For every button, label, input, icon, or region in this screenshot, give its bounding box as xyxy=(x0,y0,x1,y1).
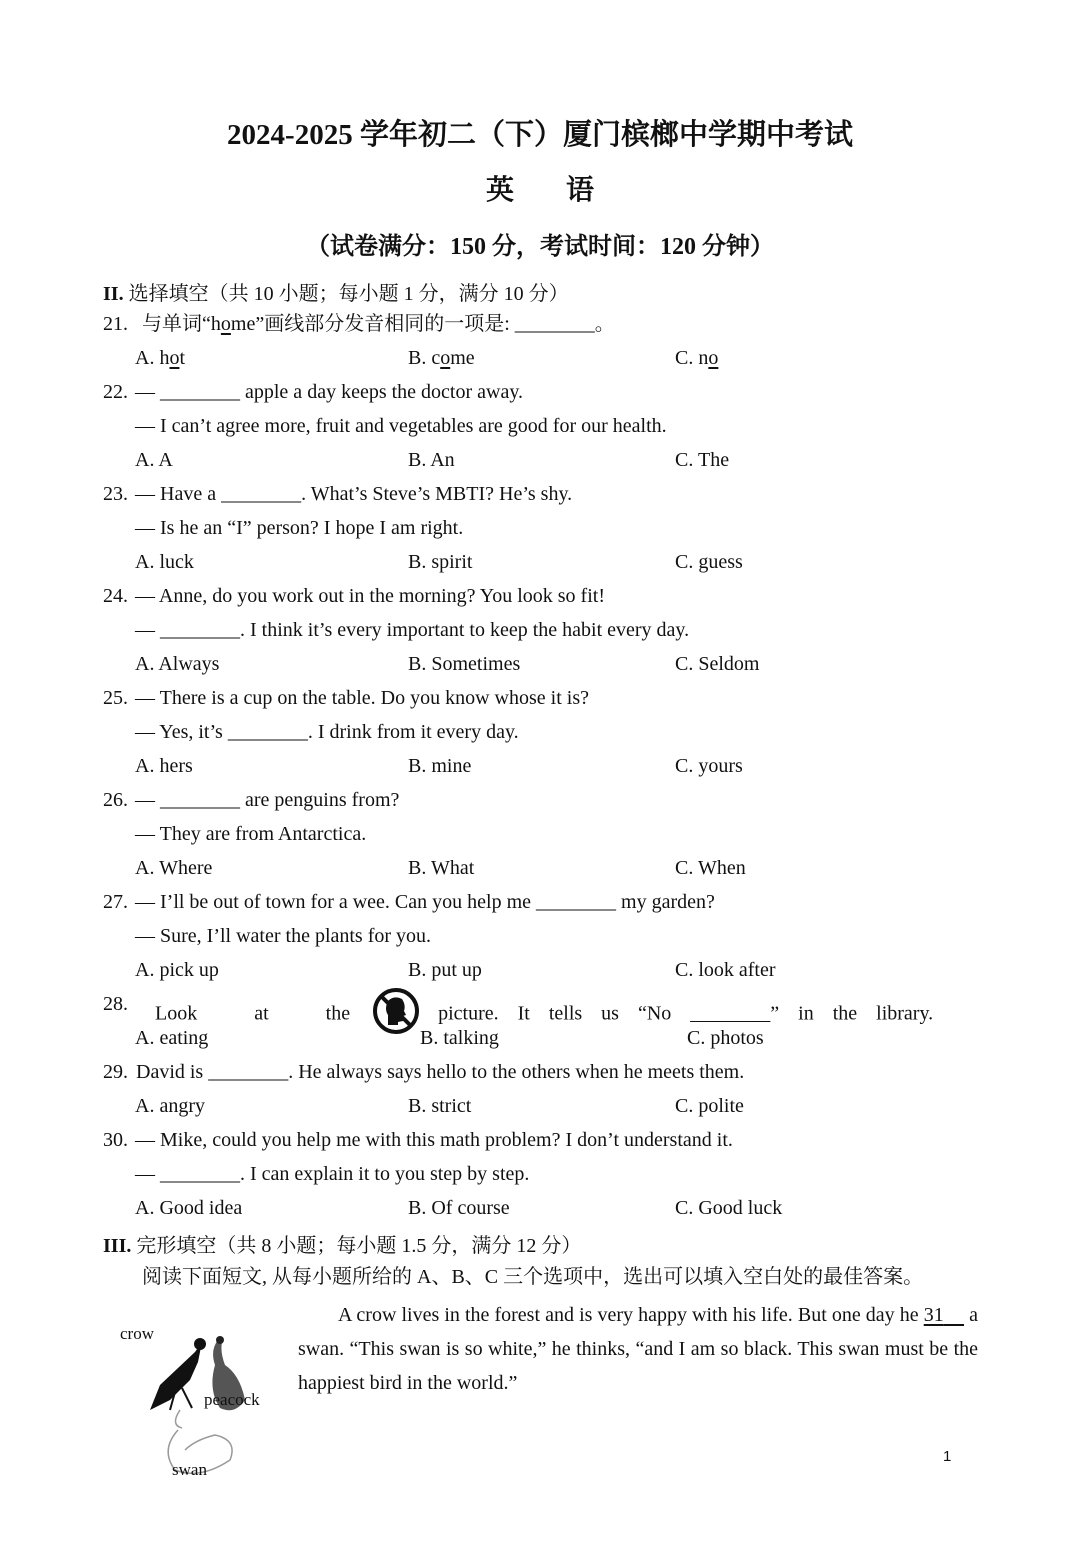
passage-text: A crow lives in the forest and is very happy with his life. But one day he xyxy=(338,1304,924,1326)
option-c: C. photos xyxy=(687,1027,764,1049)
option-a: A. Good idea xyxy=(135,1197,243,1219)
question-stem-line: — They are from Antarctica. xyxy=(135,823,367,845)
exam-info: （试卷满分：150 分，考试时间：120 分钟） xyxy=(306,234,774,260)
question-stem-line: — Is he an “I” person? I hope I am right. xyxy=(135,517,464,539)
question-number: 26. xyxy=(103,789,128,811)
question-number: 29. xyxy=(103,1061,128,1083)
question-stem-line: — ________. I think it’s every important to keep the habit every day. xyxy=(135,619,690,641)
option-c: C. The xyxy=(675,449,730,471)
option-b: B. An xyxy=(408,449,455,471)
cloze-passage xyxy=(298,1298,978,1400)
birds-illustration xyxy=(112,1312,277,1484)
section-2-heading xyxy=(103,277,569,306)
option-b: B. spirit xyxy=(408,551,473,573)
section-3-heading xyxy=(103,1229,581,1258)
option-c: C. polite xyxy=(675,1095,744,1117)
option-c: C. look after xyxy=(675,959,776,981)
blank-31 xyxy=(924,1304,964,1326)
option-a: A. A xyxy=(135,449,173,471)
blank-number: 31 xyxy=(923,1304,944,1326)
question-stem-line: — Sure, I’ll water the plants for you. xyxy=(135,925,432,947)
passage-text: a swan. “This swan is so white,” he thinks, “and I am so black. This swan must be the happiest bird in the world.” xyxy=(298,1304,978,1394)
text: picture. It tells us “No ________” in the library. xyxy=(438,1002,934,1025)
option-a: A. eating xyxy=(135,1027,209,1049)
option-b: B. mine xyxy=(408,755,472,777)
text: B. c xyxy=(408,347,441,369)
no-talking-icon xyxy=(372,987,420,1035)
question-stem-line: — Have a ________. What’s Steve’s MBTI? He’s shy. xyxy=(135,483,573,505)
underlined-letter: o xyxy=(169,347,180,369)
question-number: 21. xyxy=(103,313,128,335)
option-a xyxy=(135,345,185,371)
question-stem-line: — There is a cup on the table. Do you know whose it is? xyxy=(135,687,589,709)
page-number: 1 xyxy=(943,1448,952,1465)
text: A. h xyxy=(135,347,170,369)
option-c: C. guess xyxy=(675,551,743,573)
section-number: III. xyxy=(103,1235,132,1257)
option-c: C. Good luck xyxy=(675,1197,783,1219)
question-number: 24. xyxy=(103,585,128,607)
option-b: B. talking xyxy=(420,1027,499,1049)
section-3-instruction: 阅读下面短文, 从每小题所给的 A、B、C 三个选项中，选出可以填入空白处的最佳答案。 xyxy=(142,1266,924,1288)
option-c xyxy=(675,345,718,371)
exam-title: 2024-2025 学年初二（下）厦门槟榔中学期中考试 xyxy=(227,119,853,151)
option-a: A. angry xyxy=(135,1095,205,1117)
question-stem-line: — ________ apple a day keeps the doctor away. xyxy=(135,381,524,403)
text: me”画线部分发音相同的一项是: ________。 xyxy=(230,313,615,335)
section-number: II. xyxy=(103,283,124,305)
question-stem-line: — Mike, could you help me with this math problem? I don’t understand it. xyxy=(135,1129,733,1151)
option-c: C. yours xyxy=(675,755,743,777)
question-stem-line xyxy=(155,991,933,1039)
question-stem-line: — Anne, do you work out in the morning? You look so fit! xyxy=(135,585,605,607)
option-b: B. What xyxy=(408,857,475,879)
question-stem-line: — ________ are penguins from? xyxy=(135,789,400,811)
question-stem-line xyxy=(142,311,615,337)
underlined-letter: o xyxy=(440,347,451,369)
crow-label: crow xyxy=(120,1324,154,1343)
option-a: A. Where xyxy=(135,857,213,879)
subject-title: 英语 xyxy=(485,175,646,206)
question-stem-line: — ________. I can explain it to you step by step. xyxy=(135,1163,530,1185)
question-stem-line: — Yes, it’s ________. I drink from it every day. xyxy=(135,721,519,743)
underlined-letter: o xyxy=(708,347,719,369)
question-number: 22. xyxy=(103,381,128,403)
swan-label: swan xyxy=(172,1460,207,1479)
question-number: 28. xyxy=(103,993,128,1015)
option-b: B. Of course xyxy=(408,1197,510,1219)
text: t xyxy=(179,347,186,369)
text: Look at the xyxy=(155,1002,351,1025)
text: 与单词“h xyxy=(142,313,221,335)
option-a: A. luck xyxy=(135,551,194,573)
question-number: 25. xyxy=(103,687,128,709)
text: C. n xyxy=(675,347,709,369)
option-a: A. Always xyxy=(135,653,220,675)
question-number: 30. xyxy=(103,1129,128,1151)
option-c: C. Seldom xyxy=(675,653,760,675)
question-stem-line: — I’ll be out of town for a wee. Can you help me ________ my garden? xyxy=(135,891,715,913)
option-a: A. pick up xyxy=(135,959,219,981)
question-number: 23. xyxy=(103,483,128,505)
option-c: C. When xyxy=(675,857,746,879)
underlined-letter: o xyxy=(220,313,231,335)
question-stem-line: David is ________. He always says hello to the others when he meets them. xyxy=(136,1061,745,1083)
peacock-label: peacock xyxy=(204,1390,260,1409)
question-stem-line: — I can’t agree more, fruit and vegetables are good for our health. xyxy=(135,415,667,437)
section-title: 选择填空（共 10 小题；每小题 1 分，满分 10 分） xyxy=(128,283,569,305)
option-a: A. hers xyxy=(135,755,193,777)
text: me xyxy=(450,347,475,369)
question-number: 27. xyxy=(103,891,128,913)
option-b xyxy=(408,345,475,371)
option-b: B. strict xyxy=(408,1095,472,1117)
option-b: B. Sometimes xyxy=(408,653,521,675)
section-title: 完形填空（共 8 小题；每小题 1.5 分，满分 12 分） xyxy=(136,1235,582,1257)
option-b: B. put up xyxy=(408,959,482,981)
